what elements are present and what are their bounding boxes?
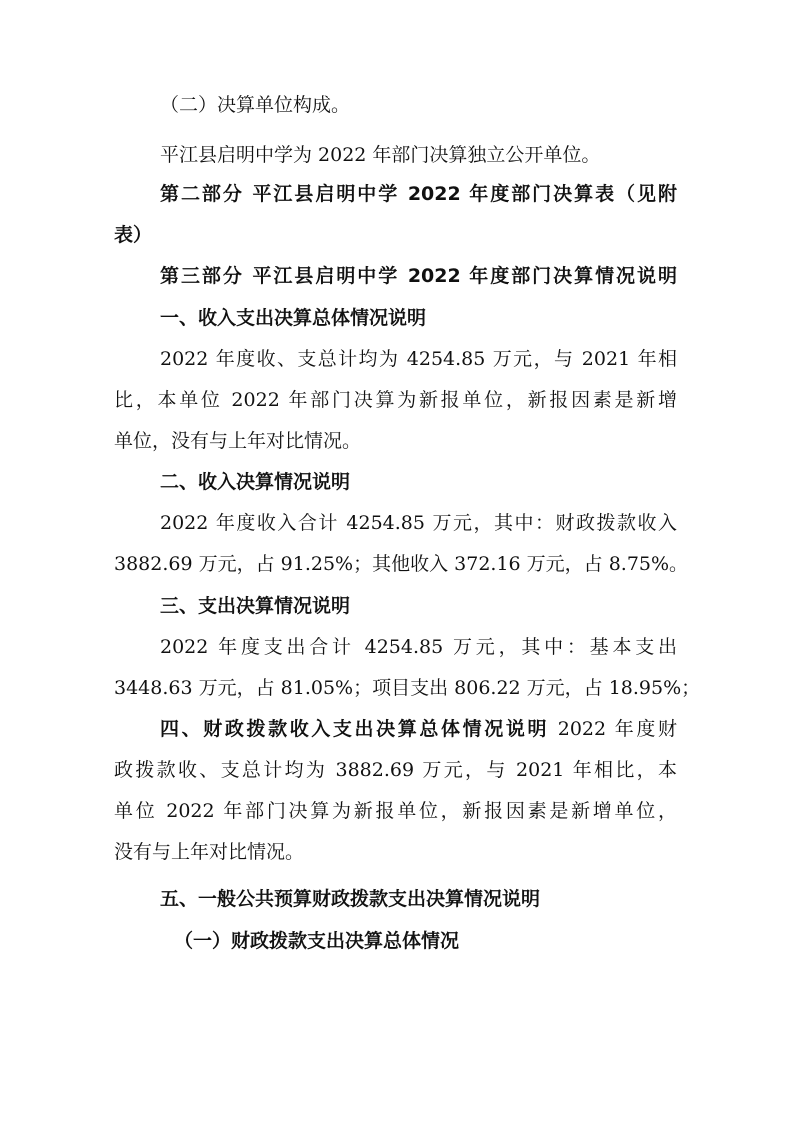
paragraph-line: 2022 年度支出合计 4254.85 万元，其中：基本支出 — [160, 636, 677, 658]
part-two-heading-continued: 表） — [114, 224, 153, 246]
paragraph-text: 2022 年度财 — [549, 718, 677, 740]
paragraph-line: 2022 年度收入合计 4254.85 万元，其中：财政拨款收入 — [160, 512, 677, 534]
paragraph-line: 单位，没有与上年对比情况。 — [114, 430, 362, 452]
section-five-heading: 五、一般公共预算财政拨款支出决算情况说明 — [160, 888, 541, 910]
paragraph-line: 单位 2022 年部门决算为新报单位，新报因素是新增单位， — [114, 800, 677, 822]
paragraph-line: 2022 年度收、支总计均为 4254.85 万元，与 2021 年相 — [160, 348, 677, 370]
paragraph-line: 比，本单位 2022 年部门决算为新报单位，新报因素是新增 — [114, 389, 677, 411]
paragraph-line: 没有与上年对比情况。 — [114, 841, 305, 863]
paragraph-line: 政拨款收、支总计均为 3882.69 万元，与 2021 年相比，本 — [114, 759, 677, 781]
section-four-heading: 四、财政拨款收入支出决算总体情况说明 — [160, 718, 550, 740]
subsection-heading: （二）决算单位构成。 — [160, 94, 351, 116]
section-three-heading: 三、支出决算情况说明 — [160, 595, 351, 617]
paragraph-line: 3882.69 万元，占 91.25%；其他收入 372.16 万元，占 8.75%。 — [114, 553, 689, 575]
section-four-heading-line — [160, 716, 677, 742]
paragraph-line: 3448.63 万元，占 81.05%；项目支出 806.22 万元，占 18.95%； — [114, 677, 701, 699]
section-two-heading: 二、收入决算情况说明 — [160, 471, 351, 493]
section-one-heading: 一、收入支出决算总体情况说明 — [160, 307, 427, 329]
paragraph-line: 平江县启明中学为 2022 年部门决算独立公开单位。 — [160, 144, 601, 166]
part-two-heading: 第二部分 平江县启明中学 2022 年度部门决算表（见附 — [160, 183, 677, 205]
part-three-heading: 第三部分 平江县启明中学 2022 年度部门决算情况说明 — [160, 265, 677, 287]
subsection-heading: （一）财政拨款支出决算总体情况 — [174, 930, 460, 952]
